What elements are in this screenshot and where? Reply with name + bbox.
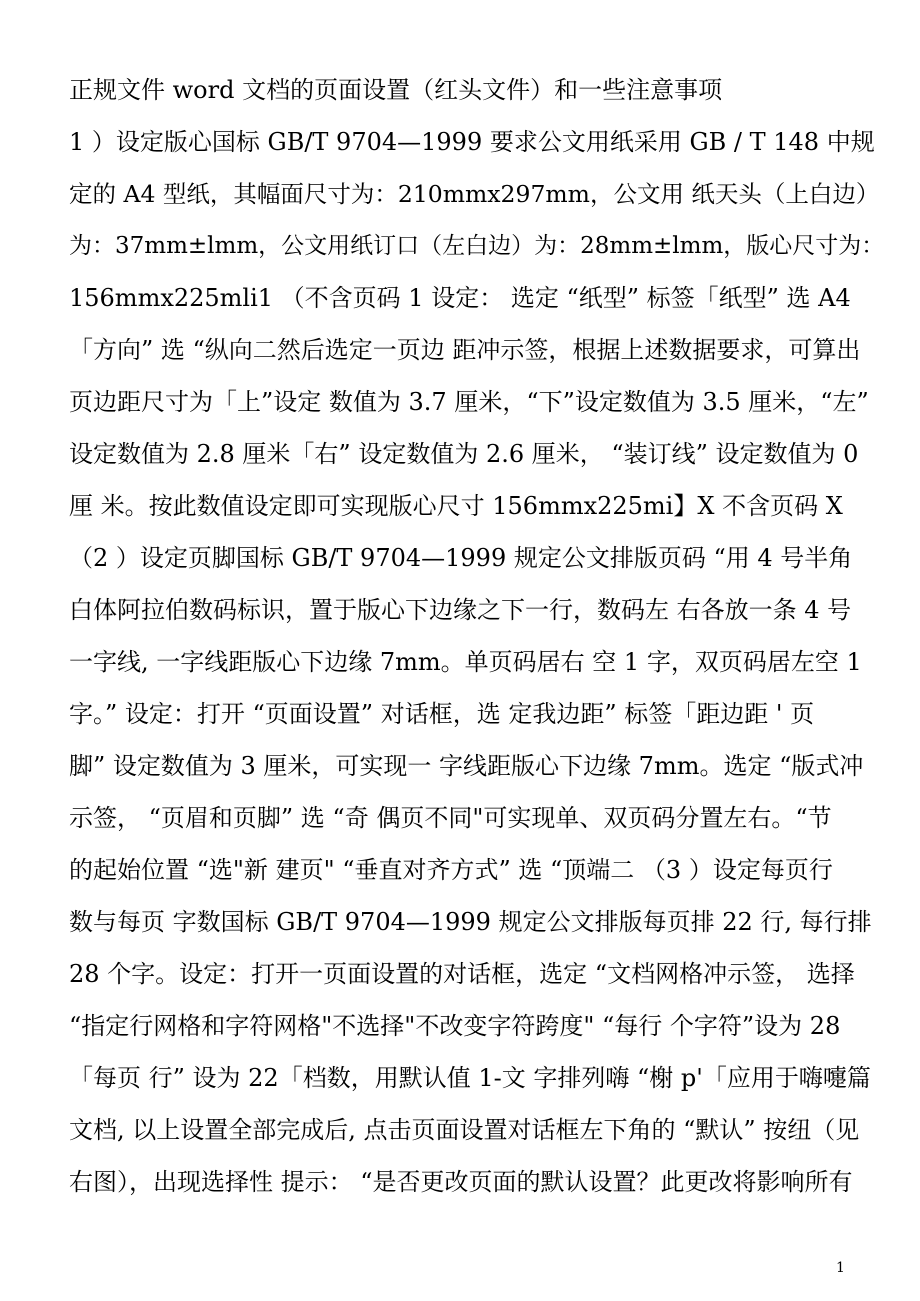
text-line: 一字线, 一字线距版心下边缘 7mm。单页码居右 空 1 字，双页码居左空 1 [69,648,862,676]
text-line: 字。” 设定：打开 “页面设置” 对话框，选 定我边距” 标签「距边距 ' 页 [69,700,815,728]
text-line: 「方向” 选 “纵向二然后选定一页边 距冲示签，根据上述数据要求，可算出 [69,336,861,364]
text-line: 为：37mm±lmm，公文用纸订口（左白边）为：28mm±lmm，版心尺寸为： [69,233,885,259]
text-line: 右图），出现选择性 提示： “是否更改页面的默认设置？此更改将影响所有 [69,1168,853,1196]
document-title: 正规文件 word 文档的页面设置（红头文件）和一些注意事项 [69,76,723,104]
text-line: 白体阿拉伯数码标识，置于版心下边缘之下一行，数码左 右各放一条 4 号 [69,596,852,624]
text-line: 定的 A4 型纸，其幅面尺寸为：210mmx297mm，公文用 纸天头（上白边） [69,180,880,208]
text-line: 页边距尺寸为「上”设定 数值为 3.7 厘米，“下”设定数值为 3.5 厘米，“左” [69,388,869,416]
text-line: （2 ）设定页脚国标 GB/T 9704—1999 规定公文排版页码 “用 4 号半角 [69,544,853,572]
text-line: 厘 米。按此数值设定即可实现版心尺寸 156mmx225mi】X 不含页码 X [69,492,843,520]
text-line: 「每页 行” 设为 22「档数，用默认值 1-文 字排列嗨 “榭 p'「应用于嗨嚏篇 [69,1064,871,1092]
text-line: 的起始位置 “选"新 建页" “垂直对齐方式” 选 “顶端二 （3 ）设定每页行 [69,856,833,884]
text-line: “指定行网格和字符网格"不选择"不改变字符跨度" “每行 个字符”设为 28 [69,1012,841,1040]
text-line: 脚” 设定数值为 3 厘米，可实现一 字线距版心下边缘 7mm。选定 “版式冲 [69,752,864,780]
text-line: 示签， “页眉和页脚” 选 “奇 偶页不同"可实现单、双页码分置左右。“节 [69,804,832,832]
text-line: 156mmx225mli1 （不含页码 1 设定： 选定 “纸型” 标签「纸型” 选 A4 [69,284,851,312]
text-line: 数与每页 字数国标 GB/T 9704—1999 规定公文排版每页排 22 行, 每行排 [69,908,872,936]
text-line: 文档, 以上设置全部完成后, 点击页面设置对话框左下角的 “默认” 按纽（见 [69,1116,860,1144]
page-number: 1 [836,1260,845,1276]
text-line: 28 个字。设定：打开一页面设置的对话框，选定 “文档网格冲示签， 选择 [69,960,855,988]
text-line: 1 ）设定版心国标 GB/T 9704—1999 要求公文用纸采用 GB / T 148 中规 [69,128,875,156]
text-line: 设定数值为 2.8 厘米「右” 设定数值为 2.6 厘米， “装订线” 设定数值为 0 [69,440,859,468]
